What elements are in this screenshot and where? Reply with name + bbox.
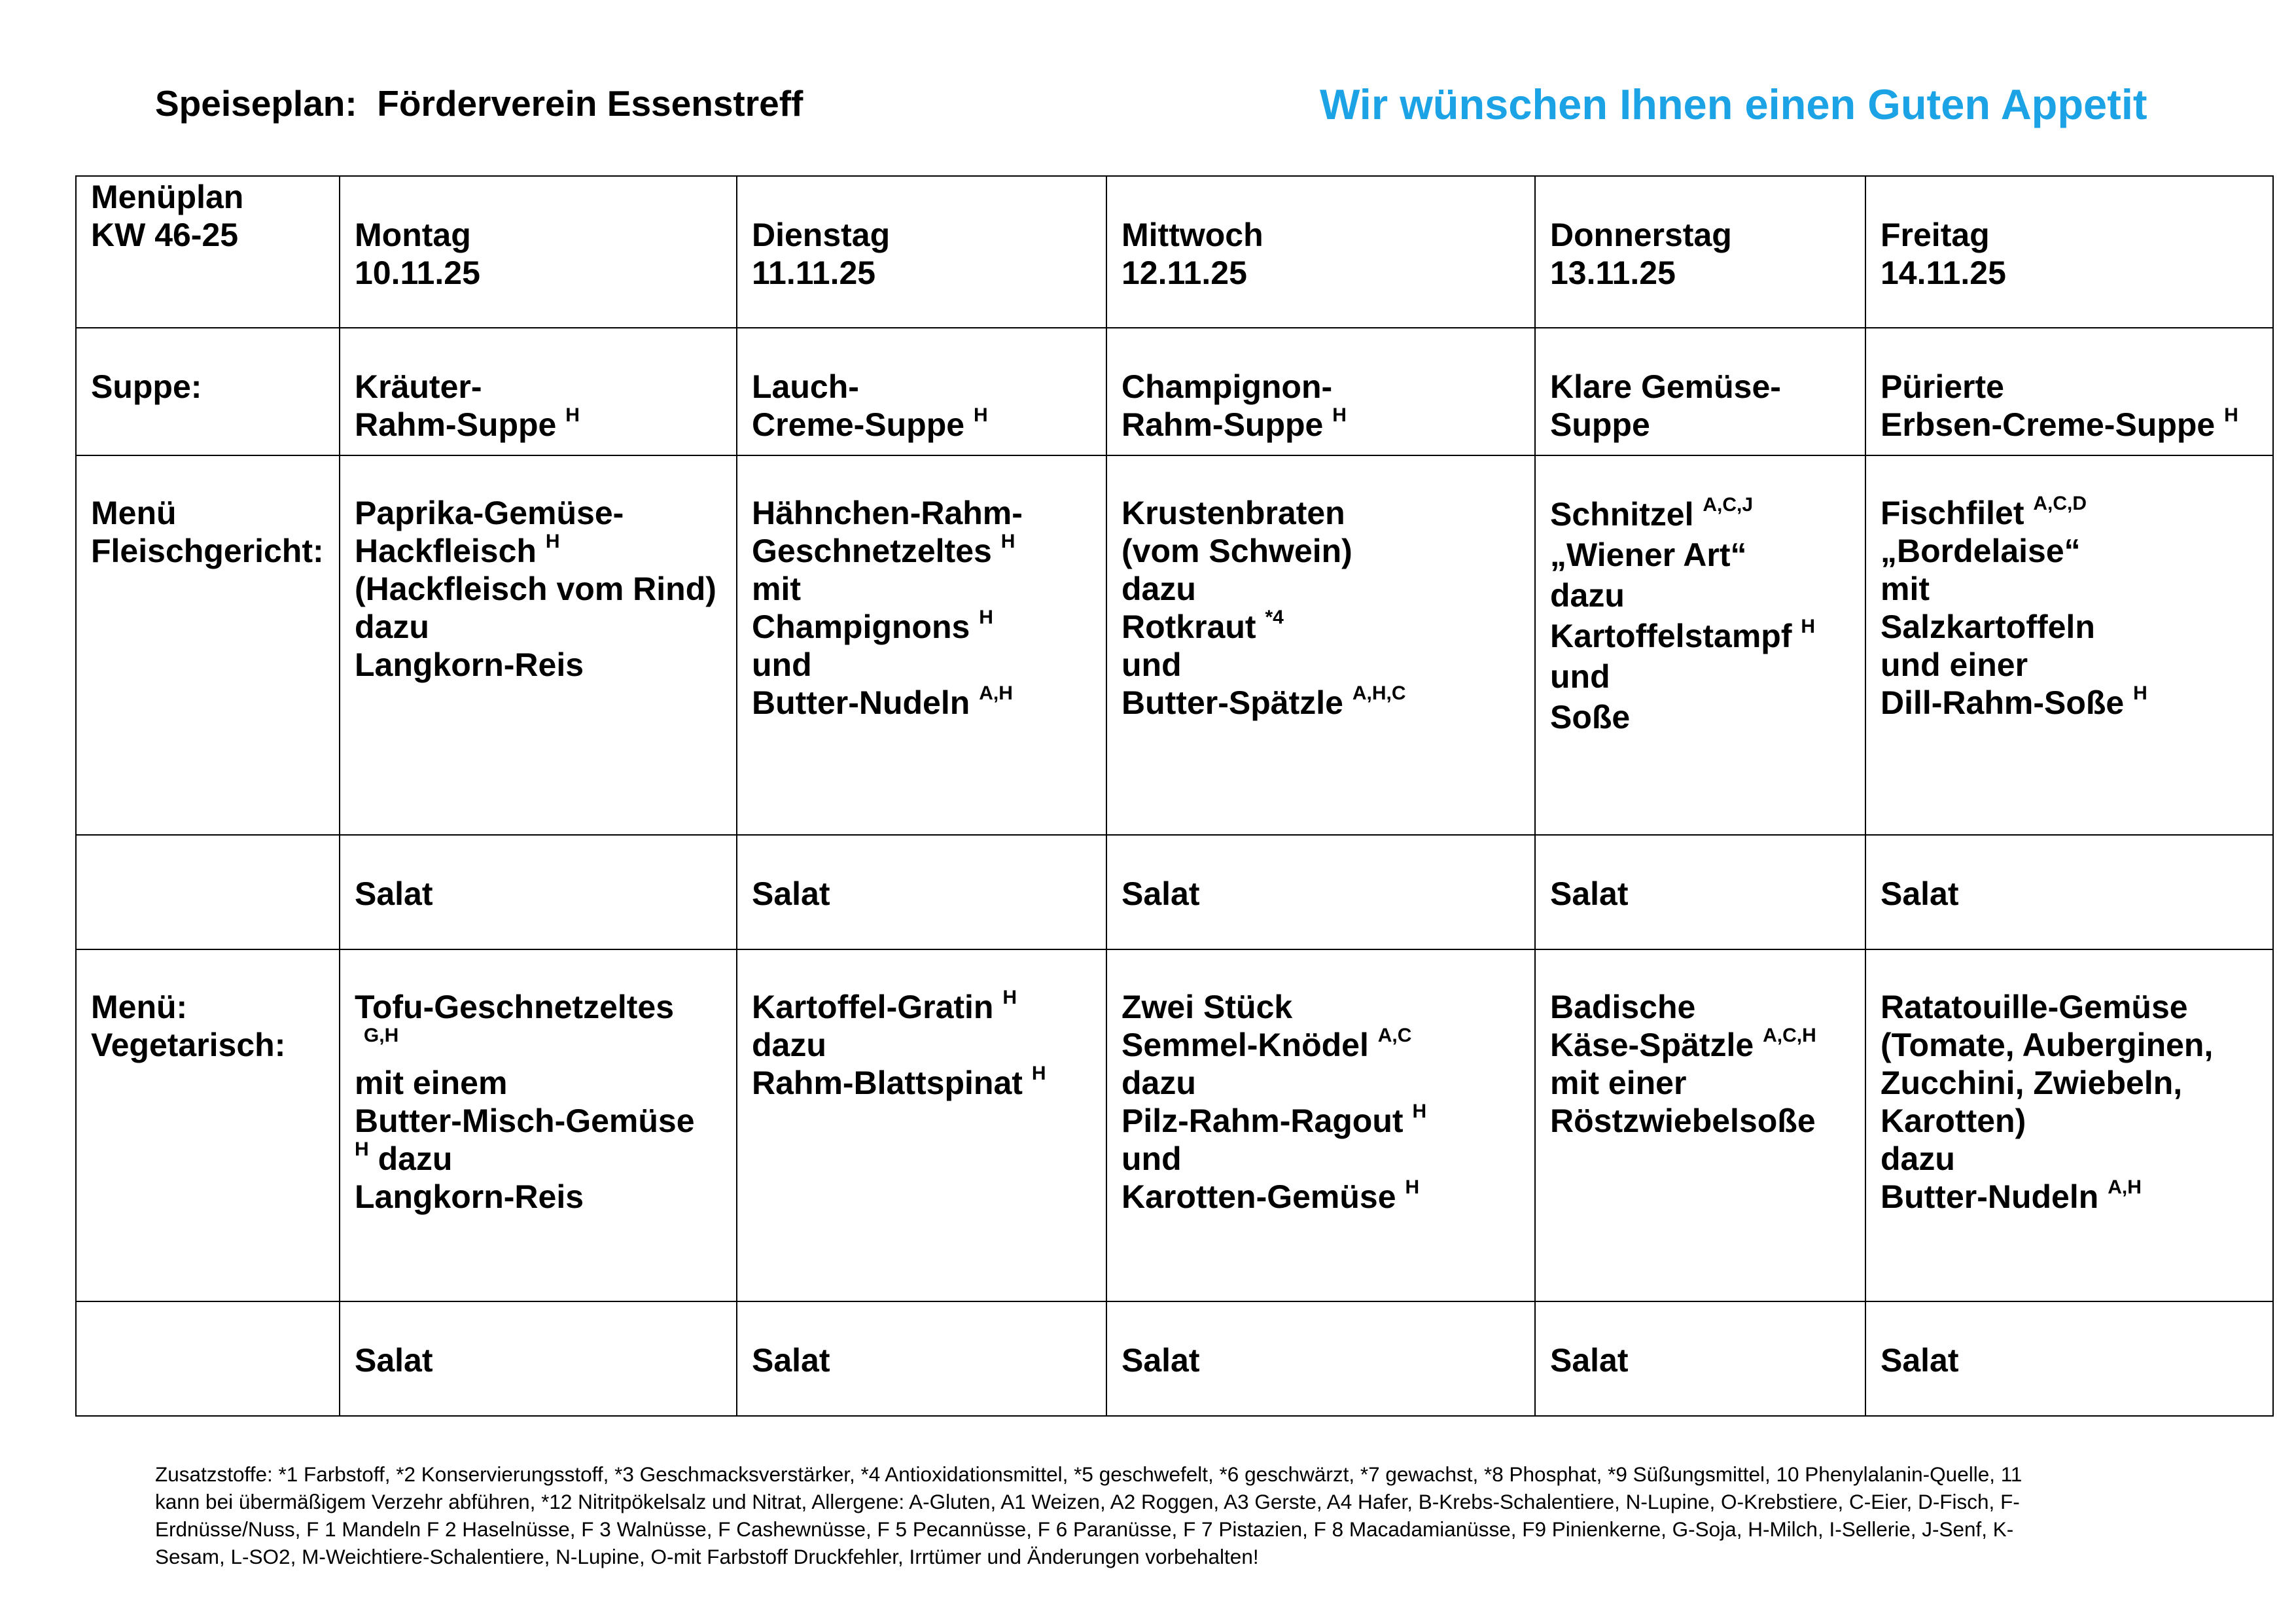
dish-line [355,570,723,608]
dish-text: dazu [1122,571,1196,607]
day-header-cell [1535,176,1865,328]
allergen-code: A,C,D [2033,493,2087,514]
allergen-code: A,C,H [1763,1025,1816,1046]
meat-dish-cell [1865,455,2273,835]
dish-line [1881,684,2259,722]
footnote-line: Erdnüsse/Nuss, F 1 Mandeln F 2 Haselnüsse, F 3 Walnüsse, F Cashewnüsse, F 5 Pecannüsse, F 6 Paranüsse, F 7 Pistazien, F 8 Macadamianüsse, F9 Pinienkerne, G-Soja, H-Milch, I-Sellerie, J-Senf, K- [155,1517,2014,1541]
allergen-code: A,C [1377,1025,1412,1046]
dish-line [1550,1026,1852,1064]
dish-line [1122,368,1521,406]
dish-text: mit [752,571,801,607]
dish-line [752,368,1093,406]
allergen-code: H [1332,404,1347,426]
dish-line [1122,1102,1521,1140]
day-date: 10.11.25 [355,255,480,291]
meat-dish-cell [1535,455,1865,835]
dish-text: Creme-Suppe [752,406,965,443]
dish-text: Rahm-Suppe [1122,406,1324,443]
day-header-cell [737,176,1106,328]
dish-text: Langkorn-Reis [355,646,584,683]
dish-line [355,646,723,684]
dish-text: Hackfleisch [355,533,537,569]
dish-line [1550,616,1852,656]
soup-cell [340,328,737,455]
row-label: Menü [91,495,177,531]
allergen-code: H [979,607,993,628]
dish-line [355,1178,723,1216]
dish-text: und [752,646,812,683]
dish-text: Rahm-Blattspinat [752,1065,1023,1101]
dish-text: Rotkraut [1122,609,1256,645]
meat-dish-cell [1106,455,1535,835]
vegetarian-dish-cell [1535,949,1865,1301]
vegetarian-dish-cell [737,949,1106,1301]
dish-text: Suppe [1550,406,1650,443]
dish-line [1122,494,1521,532]
dish-text: Pilz-Rahm-Ragout [1122,1103,1404,1139]
allergen-code: A,C,J [1703,494,1754,516]
dish-text: Fischfilet [1881,495,2024,531]
allergen-footnote [155,1460,2151,1570]
salad-cell [340,835,737,949]
salad-cell [1865,1301,2273,1416]
table-header-row [76,176,2273,328]
dish-text: Schnitzel [1550,496,1694,533]
allergen-code: H [2133,682,2147,704]
dish-line [1122,570,1521,608]
dish-text: Champignon- [1122,368,1333,405]
meat-row [76,455,2273,835]
dish-line [1550,697,1852,737]
dish-text: Kräuter- [355,368,482,405]
allergen-code: H [973,404,988,426]
dish-line [1550,1102,1852,1140]
dish-line [1122,608,1521,646]
dish-line [1550,535,1852,575]
dish-line [1550,1064,1852,1102]
dish-line [752,494,1093,532]
dish-line [752,988,1093,1026]
allergen-code: H [1031,1063,1046,1084]
salad-cell [1106,835,1535,949]
dish-text: Soße [1550,699,1631,735]
dish-line [1122,646,1521,684]
day-header-cell [1865,176,2273,328]
day-name: Dienstag [752,217,891,253]
dish-text: „Bordelaise“ [1881,533,2081,569]
salad-cell [1106,1301,1535,1416]
salad-cell [737,835,1106,949]
dish-text: Ratatouille-Gemüse [1881,989,2188,1025]
salad-cell [1535,835,1865,949]
page-title: Speiseplan: Förderverein Essenstreff [155,83,804,124]
dish-text: Badische [1550,989,1696,1025]
salad-label: Salat [1550,875,1629,912]
dish-text: und [1550,658,1610,695]
day-name: Freitag [1881,217,1990,253]
row-label-cell [76,1301,340,1416]
dish-text: dazu [752,1027,826,1063]
dish-text: Geschnetzeltes [752,533,992,569]
row-label: Menü: [91,989,188,1025]
dish-line [1550,575,1852,616]
dish-text: Karotten) [1881,1103,2026,1139]
dish-line [1881,1026,2259,1064]
dish-line [355,1064,723,1102]
dish-text: Salzkartoffeln [1881,609,2095,645]
salad-label: Salat [1881,875,1959,912]
dish-text: Zwei Stück [1122,989,1293,1025]
footnote-line: Sesam, L-SO2, M-Weichtiere-Schalentiere, N-Lupine, O-mit Farbstoff Druckfehler, Irrtümer und Änderungen vorbehalten! [155,1545,1259,1568]
dish-text: „Wiener Art“ [1550,537,1747,573]
salad-label: Salat [355,1342,433,1379]
dish-line [1122,988,1521,1026]
dish-text: Erbsen-Creme-Suppe [1881,406,2216,443]
row-label: Suppe: [91,368,202,405]
dish-text: und [1122,1140,1182,1177]
allergen-code: H [1412,1101,1427,1122]
dish-line [355,988,723,1026]
allergen-code: H [1801,616,1816,637]
row-label: Fleischgericht: [91,533,324,569]
salad-cell [340,1301,737,1416]
allergen-code: H [2224,404,2238,426]
dish-line [1122,1140,1521,1178]
soup-row [76,328,2273,455]
allergen-code: H [1002,987,1017,1008]
row-label-cell [76,455,340,835]
dish-line [752,1064,1093,1102]
allergen-code: H [565,404,580,426]
dish-text: Krustenbraten [1122,495,1345,531]
dish-text: Butter-Nudeln [752,684,970,721]
dish-text: Tofu-Geschnetzeltes [355,989,675,1025]
dish-line [1122,684,1521,722]
dish-text: Röstzwiebelsoße [1550,1103,1816,1139]
dish-text: mit einer [1550,1065,1687,1101]
salad-label: Salat [752,875,830,912]
dish-text: Zucchini, Zwiebeln, [1881,1065,2183,1101]
dish-line [1550,988,1852,1026]
dish-line [1550,406,1852,444]
salad-cell [737,1301,1106,1416]
soup-cell [1106,328,1535,455]
dish-line [1881,570,2259,608]
salad-label: Salat [1550,1342,1629,1379]
dish-text: Pürierte [1881,368,2004,405]
dish-line [355,608,723,646]
dish-line [1881,532,2259,570]
soup-cell [1865,328,2273,455]
meat-dish-cell [737,455,1106,835]
dish-text: (Tomate, Auberginen, [1881,1027,2214,1063]
dish-text: und [1122,646,1182,683]
dish-line [1881,1178,2259,1216]
dish-text: (vom Schwein) [1122,533,1352,569]
greeting-text: Wir wünschen Ihnen einen Guten Appetit [1320,80,2147,128]
dish-text: Butter-Spätzle [1122,684,1343,721]
salad-label: Salat [1122,875,1200,912]
dish-text: und einer [1881,646,2028,683]
dish-line [1550,368,1852,406]
dish-text: Semmel-Knödel [1122,1027,1369,1063]
dish-text: dazu [355,609,429,645]
dish-text: dazu [1881,1140,1955,1177]
dish-line [752,1026,1093,1064]
dish-text: Kartoffelstampf [1550,618,1792,654]
soup-cell [1535,328,1865,455]
allergen-code: A,H [979,682,1013,704]
allergen-code: H [1000,531,1016,552]
dish-text: dazu [368,1140,453,1177]
corner-cell [76,176,340,328]
vegetarian-dish-cell [1106,949,1535,1301]
dish-line [752,570,1093,608]
allergen-code: G,H [363,1025,399,1046]
dish-text: mit [1881,571,1930,607]
dish-text: Rahm-Suppe [355,406,557,443]
dish-line [355,532,723,570]
dish-line [752,532,1093,570]
dish-line [1550,494,1852,535]
dish-text: Butter-Misch-Gemüse [355,1103,695,1139]
corner-line: KW 46-25 [91,217,239,253]
allergen-code: H [1405,1176,1420,1198]
dish-line [355,1140,723,1178]
dish-line [752,406,1093,444]
salad-cell [1865,835,2273,949]
dish-line [752,684,1093,722]
dish-line [1881,406,2259,444]
dish-text: Champignons [752,609,970,645]
day-date: 13.11.25 [1550,255,1676,291]
dish-line [355,494,723,532]
dish-text: dazu [1122,1065,1196,1101]
dish-line [1122,1026,1521,1064]
allergen-code: H [355,1139,369,1160]
day-header-cell [340,176,737,328]
day-date: 12.11.25 [1122,255,1247,291]
dish-line [1881,988,2259,1026]
salad-cell [1535,1301,1865,1416]
row-label: Vegetarisch: [91,1027,286,1063]
meat-dish-cell [340,455,737,835]
salad-label: Salat [752,1342,830,1379]
dish-line [355,368,723,406]
dish-line [1122,1064,1521,1102]
dish-line [752,608,1093,646]
dish-line [1881,368,2259,406]
salad-label: Salat [1881,1342,1959,1379]
allergen-code: A,H,C [1352,682,1406,704]
dish-text: Kartoffel-Gratin [752,989,994,1025]
menu-table [75,175,2274,1417]
day-name: Donnerstag [1550,217,1732,253]
dish-line [1122,1178,1521,1216]
allergen-code: *4 [1265,607,1284,628]
dish-text: Butter-Nudeln [1881,1178,2099,1215]
dish-line [355,1026,723,1064]
dish-line [1881,1102,2259,1140]
day-name: Montag [355,217,471,253]
salad-row [76,835,2273,949]
dish-line [355,1102,723,1140]
dish-text: mit einem [355,1065,508,1101]
vegetarian-dish-cell [340,949,737,1301]
allergen-code: A,H [2108,1176,2142,1198]
dish-line [1122,532,1521,570]
row-label-cell [76,328,340,455]
dish-line [355,406,723,444]
footnote-line: Zusatzstoffe: *1 Farbstoff, *2 Konservierungsstoff, *3 Geschmacksverstärker, *4 Antioxidationsmittel, *5 geschwefelt, *6 geschwärzt, *7 gewachst, *8 Phosphat, *9 Süßungsmittel, 10 Phenylalanin-Quelle, 11 [155,1462,2022,1486]
dish-line [752,646,1093,684]
row-label-cell [76,949,340,1301]
salad-label: Salat [1122,1342,1200,1379]
dish-text: Karotten-Gemüse [1122,1178,1396,1215]
dish-line [1881,608,2259,646]
dish-text: Paprika-Gemüse- [355,495,624,531]
dish-line [1881,1064,2259,1102]
dish-line [1881,1140,2259,1178]
salad-label: Salat [355,875,433,912]
vegetarian-row [76,949,2273,1301]
vegetarian-dish-cell [1865,949,2273,1301]
day-date: 11.11.25 [752,255,876,291]
day-header-cell [1106,176,1535,328]
dish-text: (Hackfleisch vom Rind) [355,571,716,607]
salad-row [76,1301,2273,1416]
dish-text: Lauch- [752,368,859,405]
dish-line [1122,406,1521,444]
dish-text: Dill-Rahm-Soße [1881,684,2125,721]
day-date: 14.11.25 [1881,255,2006,291]
dish-text: Hähnchen-Rahm- [752,495,1023,531]
corner-line: Menüplan [91,179,244,215]
footnote-line: kann bei übermäßigem Verzehr abführen, *12 Nitritpökelsalz und Nitrat, Allergene: A-Gluten, A1 Weizen, A2 Roggen, A3 Gerste, A4 Hafer, B-Krebs-Schalentiere, N-Lupine, O-Krebstiere, C-Eier, D-Fisch, F- [155,1490,2020,1513]
row-label-cell [76,835,340,949]
soup-cell [737,328,1106,455]
day-name: Mittwoch [1122,217,1263,253]
dish-text: Langkorn-Reis [355,1178,584,1215]
dish-text: dazu [1550,577,1625,614]
dish-text: Klare Gemüse- [1550,368,1781,405]
dish-line [1881,646,2259,684]
dish-text: Käse-Spätzle [1550,1027,1754,1063]
allergen-code: H [545,531,560,552]
dish-line [1550,656,1852,697]
dish-line [1881,494,2259,532]
